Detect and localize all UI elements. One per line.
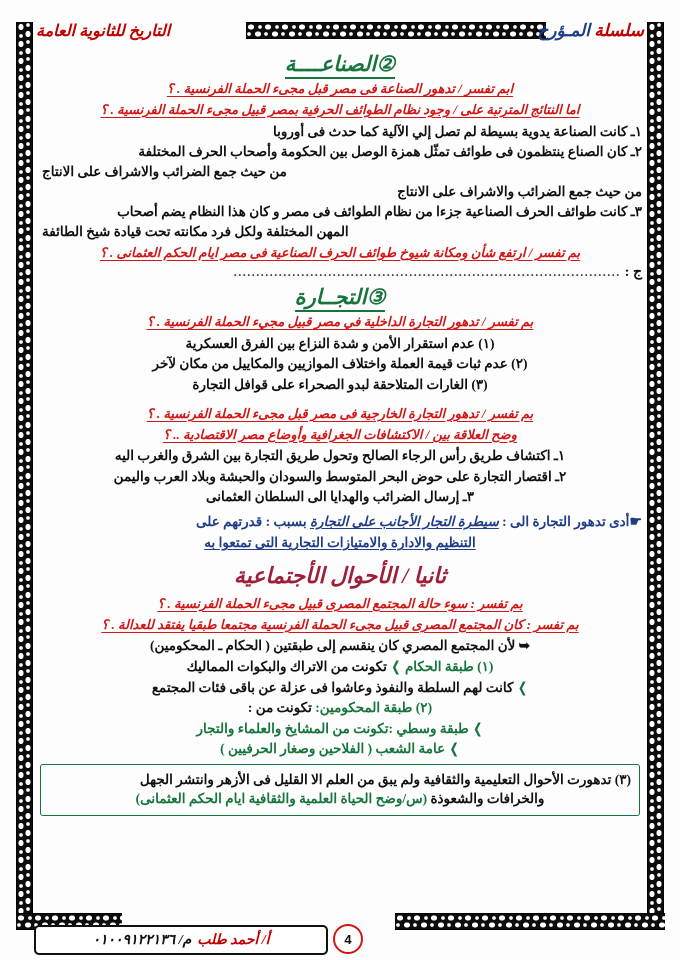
section-trade-label: التجــارة <box>294 285 367 310</box>
social-class1-label: طبقة الحكام <box>404 659 474 675</box>
bottom-chain-right <box>395 913 665 930</box>
social-class1-sub-line <box>38 678 642 698</box>
industry-point-2: ٢ـ كان الصناع ينتظمون فى طوائف تمثّل همزة الوصل بين الحكومة وأصحاب الحرف المختلفة <box>138 143 642 159</box>
class2-sub2-arrow-icon: ❭ <box>448 741 460 757</box>
industry-question-1: ابم تفسر / تدهور الصناعة فى مصر قبل مجىء الحملة الفرنسية . ؟ <box>166 81 514 96</box>
trade-internal-point-2: (٢) عدم ثبات قيمة العملة واختلاف الموازيين والمكاييل من مكان لآخر <box>152 356 528 372</box>
trade-result-mid: بسبب : <box>265 513 307 529</box>
trade-internal-point-1: (١) عدم استقرار الأمن و شدة النزاع بين الفرق العسكرية <box>185 336 495 352</box>
teacher-name: أ/ أحمد طلب <box>197 932 270 948</box>
social-class2-label: طبقة المحكومين: <box>315 700 413 716</box>
industry-point-3: من حيث جمع الضرائب والاشراف على الانتاج <box>397 184 642 200</box>
social-box-line2-text: والخرافات والشعوذة <box>430 791 545 807</box>
social-class1-line <box>38 657 642 677</box>
section-industry-number: ② <box>376 52 396 76</box>
left-chain-border <box>16 22 33 928</box>
answer-dotted-line: ...................................................................................... <box>233 265 621 280</box>
trade-external-question-1: بم تفسر / تدهور التجارة الخارجية فى مصر قبل مجىء الحملة الفرنسية . ؟ <box>146 405 534 421</box>
subject-title: التاريخ للثانوية العامة <box>36 23 171 40</box>
social-intro-text: لأن المجتمع المصري كان ينقسم إلى طبقتين ( الحكام ـ المحكومين) <box>149 638 516 654</box>
social-education-box <box>40 764 640 816</box>
section-industry-label: الصناعــــة <box>284 52 377 76</box>
industry-answer-blank <box>38 264 642 281</box>
trade-internal-point-3: (٣) الغارات المتلاحقة لبدو الصحراء على قوافل التجارة <box>192 376 488 392</box>
teacher-phone: م/ ٠١٠٠٩١٢٢١٣٦ <box>92 932 192 948</box>
page-number-badge: 4 <box>333 924 363 954</box>
trade-result-line2: التنظيم والادارة والامتيازات التجارية التى تمتعوا به <box>204 535 476 551</box>
trade-result-tail: قدرتهم على <box>196 513 263 529</box>
industry-point-2-cont: من حيث جمع الضرائب والاشراف على الانتاج <box>42 164 287 179</box>
social-class2-sub1-text: طبقة وسطي :تكونت من المشايخ والعلماء والتجار <box>196 720 469 736</box>
right-chain-border <box>647 22 664 928</box>
social-class1-sub-text: كانت لهم السلطة والنفوذ وعاشوا فى عزلة عن باقى فئات المجتمع <box>151 679 514 695</box>
trade-external-point-2: ٢ـ اقتصار التجارة على حوض البحر المتوسط والسودان والحبشة وبلاد العرب واليمن <box>113 468 567 484</box>
series-brand-word1: سلسلة <box>594 21 644 40</box>
social-section-heading: ثانيا / الأحوال الأجتماعية <box>233 562 447 588</box>
series-brand <box>537 21 644 41</box>
industry-point-1: ١ـ كانت الصناعة يدوية بسيطة لم تصل إلي الآلية كما حدث فى أوروبا <box>272 123 642 139</box>
social-class2-text: تكونت من : <box>247 700 312 716</box>
social-box-inline-question: (س/وضح الحياة العلمية والثقافية ايام الحكم العثمانى) <box>135 791 428 807</box>
page-content <box>38 48 642 816</box>
social-class2-sub2-text: عامة الشعب ( الفلاحين وصغار الحرفيين ) <box>220 741 446 757</box>
trade-external-point-3: ٣ـ إرسال الضرائب والهدايا الى السلطان العثمانى <box>205 488 475 504</box>
class2-sub1-arrow-icon: ❭ <box>472 720 484 736</box>
social-class2-sub1-line <box>38 719 642 739</box>
trade-internal-question: بم تفسر / تدهور التجارة الداخلية في مصر قبيل مجيء الحملة الفرنسية . ؟ <box>146 314 534 330</box>
social-box-line-1: (٣) تدهورت الأحوال التعليمية والثقافية ولم يبق من العلم الا القليل فى الأزهر وانتشر الجهل <box>139 771 631 787</box>
section-trade-title <box>38 285 642 310</box>
answer-label: ج : <box>624 265 642 281</box>
social-class2-line <box>38 698 642 718</box>
social-question-2: بم تفسر : كان المجتمع المصرى قبيل مجىء الحملة الفرنسية مجتمعا طبقيا يفتقد للعدالة . ؟ <box>101 616 579 632</box>
trade-result-emphasis: سيطرة التجار الأجانب على التجارة <box>309 513 499 529</box>
section-industry-title <box>38 52 642 77</box>
trade-external-question-2: وضح العلاقة بين / الاكتشافات الجغرافية وأوضاع مصر الاقتصادية .. ؟ <box>163 426 517 442</box>
class1-arrow-icon: ❭ <box>390 659 402 675</box>
social-question-1: بم تفسر : سوء حالة المجتمع المصرى قبيل مجىء الحملة الفرنسية . ؟ <box>157 595 523 611</box>
industry-point-3b: ٣ـ كانت طوائف الحرف الصناعية جزءا من نظام الطوائف فى مصر و كان هذا النظام يضم أصحاب <box>117 204 642 220</box>
social-intro-line <box>38 636 642 656</box>
industry-point-3-cont: المهن المختلفة ولكل فرد مكانته تحت قيادة شيخ الطائفة <box>42 224 349 240</box>
industry-open-question: بم تفسر / ارتفع شأن ومكانة شيوخ طوائف الحرف الصناعية فى مصر ايام الحكم العثمانى . ؟ <box>99 244 581 260</box>
class1-sub-arrow-icon: ❭ <box>516 679 529 695</box>
trade-result-block <box>38 512 642 553</box>
arrow-bullet-icon: ➥ <box>518 638 531 654</box>
pointing-hand-icon: ☛ <box>629 514 642 530</box>
page-header <box>36 16 644 46</box>
social-box-line-2 <box>49 789 631 809</box>
trade-result-prefix: أدى تدهور التجارة الى : <box>502 513 630 529</box>
trade-external-point-1: ١ـ اكتشاف طريق رأس الرجاء الصالح وتحول طريق التجارة بين الشرق والغرب اليه <box>114 448 566 464</box>
section-trade-number: ③ <box>366 285 386 310</box>
social-class1-text: تكونت من الاتراك والبكوات المماليك <box>186 659 387 675</box>
series-brand-word2: المـؤرخ <box>537 21 590 40</box>
industry-question-2: اما النتائج المترتبة على / وجود نظام الطوائف الحرفية بمصر قبيل مجىء الحملة الفرنسية . ؟ <box>100 101 580 117</box>
footer-credit-box <box>34 925 328 955</box>
social-class2-sub2-line <box>38 739 642 759</box>
social-class1-number: (١) <box>477 659 494 675</box>
social-class2-number: (٢) <box>415 700 433 716</box>
